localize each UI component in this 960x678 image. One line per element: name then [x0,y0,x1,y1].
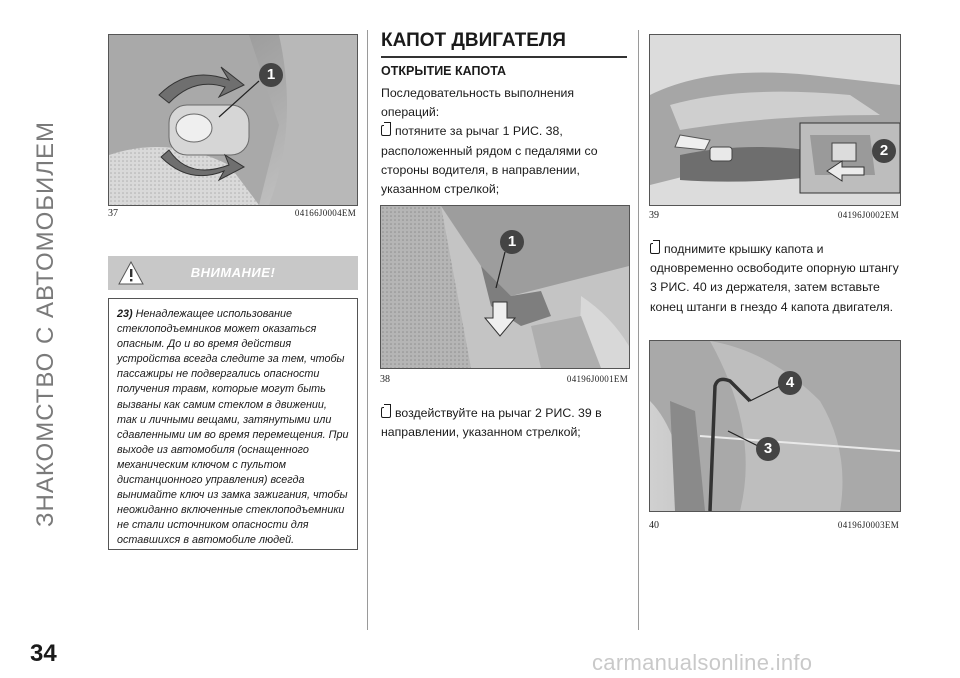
figure-37-image [108,34,358,206]
figure-38-image [380,205,630,369]
step-1-text: потяните за рычаг 1 РИС. 38, расположенный рядом с педалями со стороны водителя, в направлении, указанном стрелкой; [381,124,598,197]
figure-39-caption [649,210,899,221]
figure-40-caption [649,520,899,531]
step-2-text: воздействуйте на рычаг 2 РИС. 39 в направлении, указанном стрелкой; [381,406,602,440]
warning-box [108,298,358,550]
checkbox-bullet-icon [381,125,391,136]
figure-37-caption [108,208,356,219]
warning-banner [108,256,358,290]
intro-text: Последовательность выполнения операций: [381,86,575,120]
figure-37-code: 04166J0004EM [294,208,356,218]
page-number: 34 [30,640,57,667]
callout-1-fig38: 1 [507,233,517,250]
site-watermark: carmanualsonline.info [592,650,813,675]
figure-39-image [649,34,901,206]
section-title: КАПОТ ДВИГАТЕЛЯ [381,30,627,58]
figure-40-number: 40 [649,520,659,531]
step-3-block [650,240,900,317]
section-side-title: ЗНАКОМСТВО С АВТОМОБИЛЕМ [32,120,59,528]
callout-3: 3 [763,440,773,457]
column-divider-right [638,30,639,630]
figure-38-number: 38 [380,374,390,385]
figure-39-illustration [650,35,900,205]
callout-4: 4 [785,374,795,391]
figure-37-illustration [109,35,357,205]
column-divider-left [367,30,368,630]
figure-40-image [649,340,901,512]
warning-number: 23) [117,308,133,320]
figure-39-code: 04196J0002EM [837,210,899,220]
callout-1: 1 [266,66,276,83]
checkbox-bullet-icon [650,243,660,254]
figure-38-caption [380,374,628,385]
figure-40-code: 04196J0003EM [837,520,899,530]
section-subtitle: ОТКРЫТИЕ КАПОТА [381,64,507,78]
instructions-intro [381,84,631,199]
figure-40-illustration [650,341,900,511]
warning-text-block [117,307,349,549]
figure-37-number: 37 [108,208,118,219]
warning-body: Ненадлежащее использование стеклоподъемников может оказаться опасным. До и во время действия устройства всегда следите за тем, чтобы пассажиры не подвергались опасности получения травм, которые могут быть вызваны как самим стеклом в движении, так и личными вещами, затянутыми или сдавленными им во время перемещения. При выходе из автомобиля (оснащенного механическим ключом с пультом дистанционного управления) всегда вынимайте ключ из замка зажигания, чтобы неожиданно включенные стеклоподъемники не стали источником опасности для оставшихся в автомобиле людей. [117,308,349,547]
callout-2: 2 [879,142,889,159]
figure-38-code: 04196J0001EM [566,374,628,384]
step-2-block [381,404,631,442]
figure-38-illustration [381,206,629,368]
figure-39-number: 39 [649,210,659,221]
checkbox-bullet-icon [381,407,391,418]
step-3-text: поднимите крышку капота и одновременно освободите опорную штангу 3 РИС. 40 из держателя, затем вставьте конец штанги в гнездо 4 капота двигателя. [650,242,899,314]
warning-title: ВНИМАНИЕ! [190,265,276,280]
